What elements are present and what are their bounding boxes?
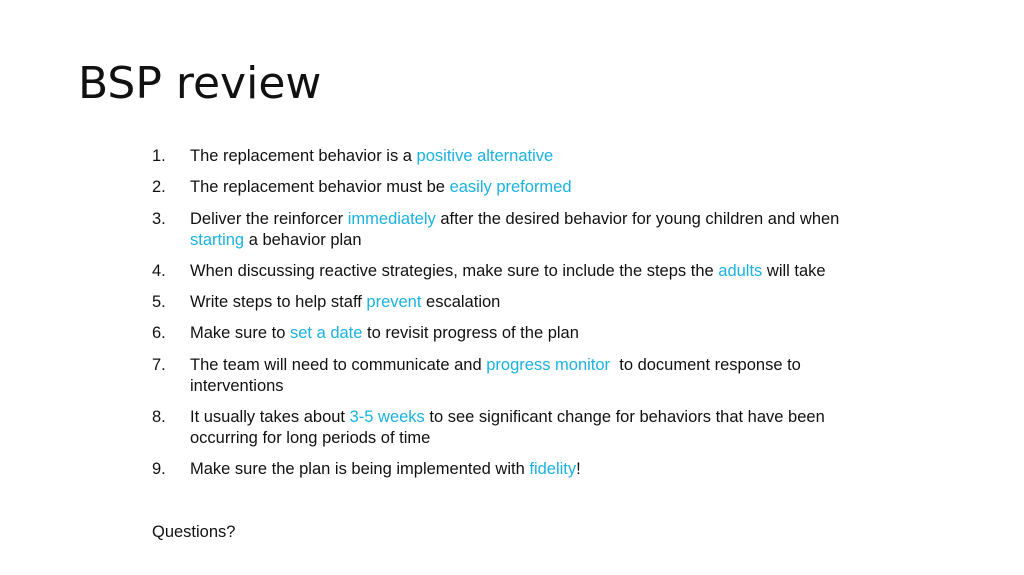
review-list: [152, 146, 892, 491]
list-item: [152, 177, 892, 198]
highlighted-term: immediately: [347, 209, 436, 228]
highlighted-term: set a date: [289, 324, 363, 343]
item-number: 8.: [152, 408, 166, 427]
highlighted-term: starting: [190, 230, 245, 249]
item-text-segment: Write steps to help staff: [190, 293, 367, 312]
item-text-segment: !: [576, 460, 581, 479]
item-text: [190, 408, 825, 447]
item-text-segment: to revisit progress of the plan: [362, 324, 579, 343]
item-text-segment: Make sure to: [190, 324, 290, 343]
highlighted-term: prevent: [366, 293, 422, 312]
highlighted-term: fidelity: [529, 460, 577, 479]
item-text-segment: escalation: [421, 293, 501, 312]
item-text-segment: The team will need to communicate and: [190, 355, 487, 374]
highlighted-term: adults: [718, 261, 763, 280]
list-item: [152, 459, 892, 480]
item-text-segment: to see significant change for behaviors that have been occurring for long periods of time: [190, 408, 825, 448]
list-item: [152, 323, 892, 344]
highlighted-term: 3-5 weeks: [349, 408, 425, 427]
item-text-segment: after the desired behavior for young children and when: [435, 209, 840, 228]
item-text: [190, 147, 553, 165]
item-text-segment: will take: [762, 261, 826, 280]
item-text: [190, 210, 839, 249]
item-number: 4.: [152, 261, 166, 280]
item-number: 9.: [152, 460, 166, 479]
item-number: 5.: [152, 293, 166, 312]
list-item: [152, 355, 892, 397]
item-text-segment: Deliver the reinforcer: [190, 209, 348, 228]
highlighted-term: progress monitor: [486, 355, 611, 374]
questions-text: Questions?: [152, 523, 236, 541]
item-text-segment: Make sure the plan is being implemented with: [190, 460, 530, 479]
item-number: 2.: [152, 178, 166, 197]
item-number: 6.: [152, 324, 166, 343]
item-text: [190, 262, 826, 280]
item-text: [190, 293, 500, 311]
item-text-segment: a behavior plan: [244, 230, 362, 249]
item-text: [190, 178, 572, 196]
item-text-segment: When discussing reactive strategies, make sure to include the steps the: [190, 261, 719, 280]
item-text-segment: The replacement behavior is a: [190, 147, 417, 165]
item-text-segment: It usually takes about: [190, 408, 350, 427]
list-item: [152, 261, 892, 282]
item-text-segment: The replacement behavior must be: [190, 178, 450, 197]
item-text: [190, 460, 581, 478]
list-item: [152, 209, 892, 251]
item-number: 1.: [152, 147, 166, 165]
item-text: [190, 356, 805, 395]
slide-title: BSP review: [78, 58, 322, 109]
item-number: 3.: [152, 209, 166, 228]
item-text: [190, 324, 579, 342]
highlighted-term: easily preformed: [449, 178, 572, 197]
list-item: [152, 407, 892, 449]
item-text-segment: to document response to interventions: [190, 355, 806, 395]
item-number: 7.: [152, 355, 166, 374]
list-item: [152, 292, 892, 313]
highlighted-term: positive alternative: [416, 147, 554, 165]
list-item: [152, 146, 892, 167]
